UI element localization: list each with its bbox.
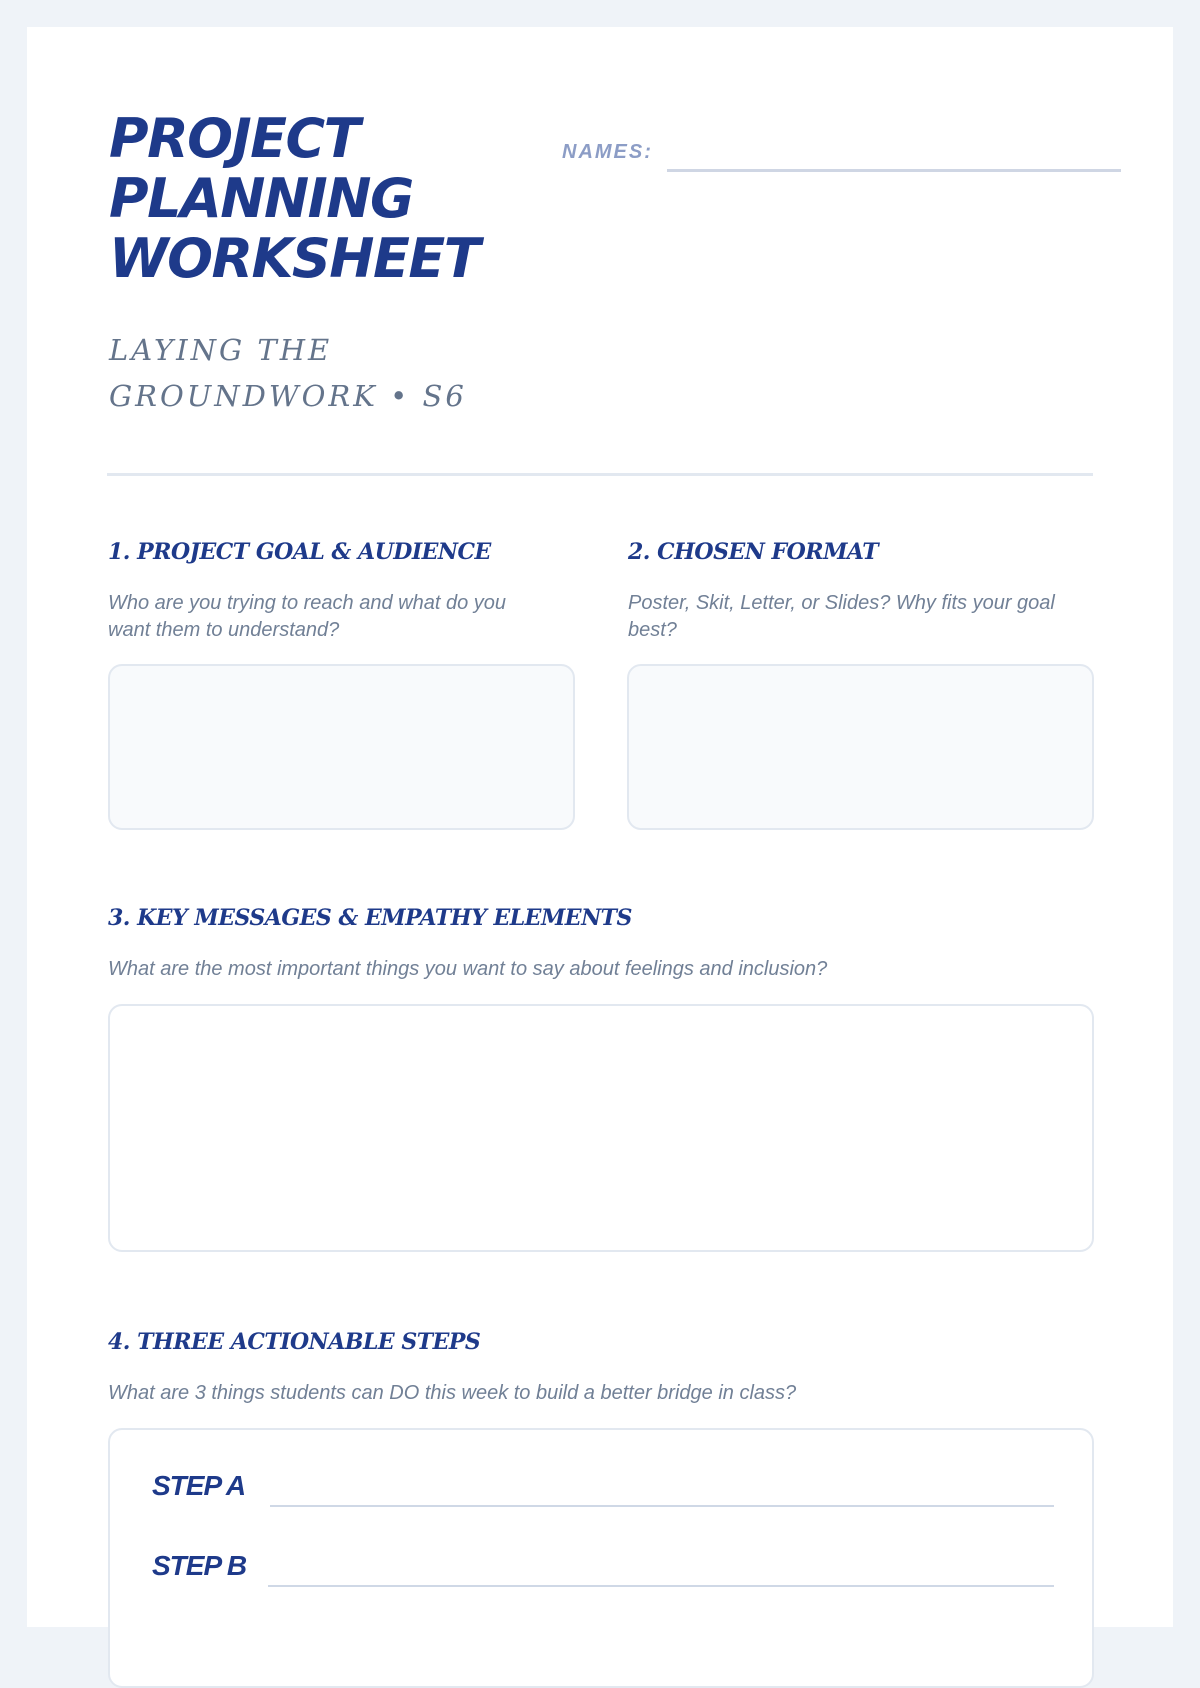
section-2-title: 2. CHOSEN FORMAT [628,539,879,565]
section-1-answer-box[interactable] [108,664,575,830]
section-1-title: 1. PROJECT GOAL & AUDIENCE [108,539,491,565]
section-3-prompt: What are the most important things you want to say about feelings and inclusion? [108,958,828,980]
names-field[interactable] [667,169,1121,172]
step-a-field[interactable] [270,1505,1054,1507]
subtitle-line: GROUNDWORK • S6 [109,379,467,413]
section-3-title: 3. KEY MESSAGES & EMPATHY ELEMENTS [108,905,632,931]
step-b-field[interactable] [268,1585,1054,1587]
subtitle-line: LAYING THE [109,333,333,367]
section-2-prompt: Poster, Skit, Letter, or Slides? Why fits your goal best? [628,592,1055,641]
steps-box [108,1428,1094,1688]
step-a-label: STEP A [152,1470,246,1501]
header-divider [107,473,1093,476]
section-4-title: 4. THREE ACTIONABLE STEPS [108,1329,481,1355]
names-label: NAMES: [562,141,653,163]
title-line: PROJECT [109,107,360,170]
step-b-label: STEP B [152,1550,247,1581]
worksheet-title [109,109,479,289]
worksheet-subtitle [109,327,467,419]
section-2-answer-box[interactable] [627,664,1094,830]
section-4-prompt: What are 3 things students can DO this week to build a better bridge in class? [108,1382,797,1404]
section-3-answer-box[interactable] [108,1004,1094,1252]
section-1-prompt: Who are you trying to reach and what do you want them to understand? [108,592,507,641]
title-line: WORKSHEET [109,227,480,290]
worksheet-page [27,27,1173,1627]
title-line: PLANNING [109,167,413,230]
